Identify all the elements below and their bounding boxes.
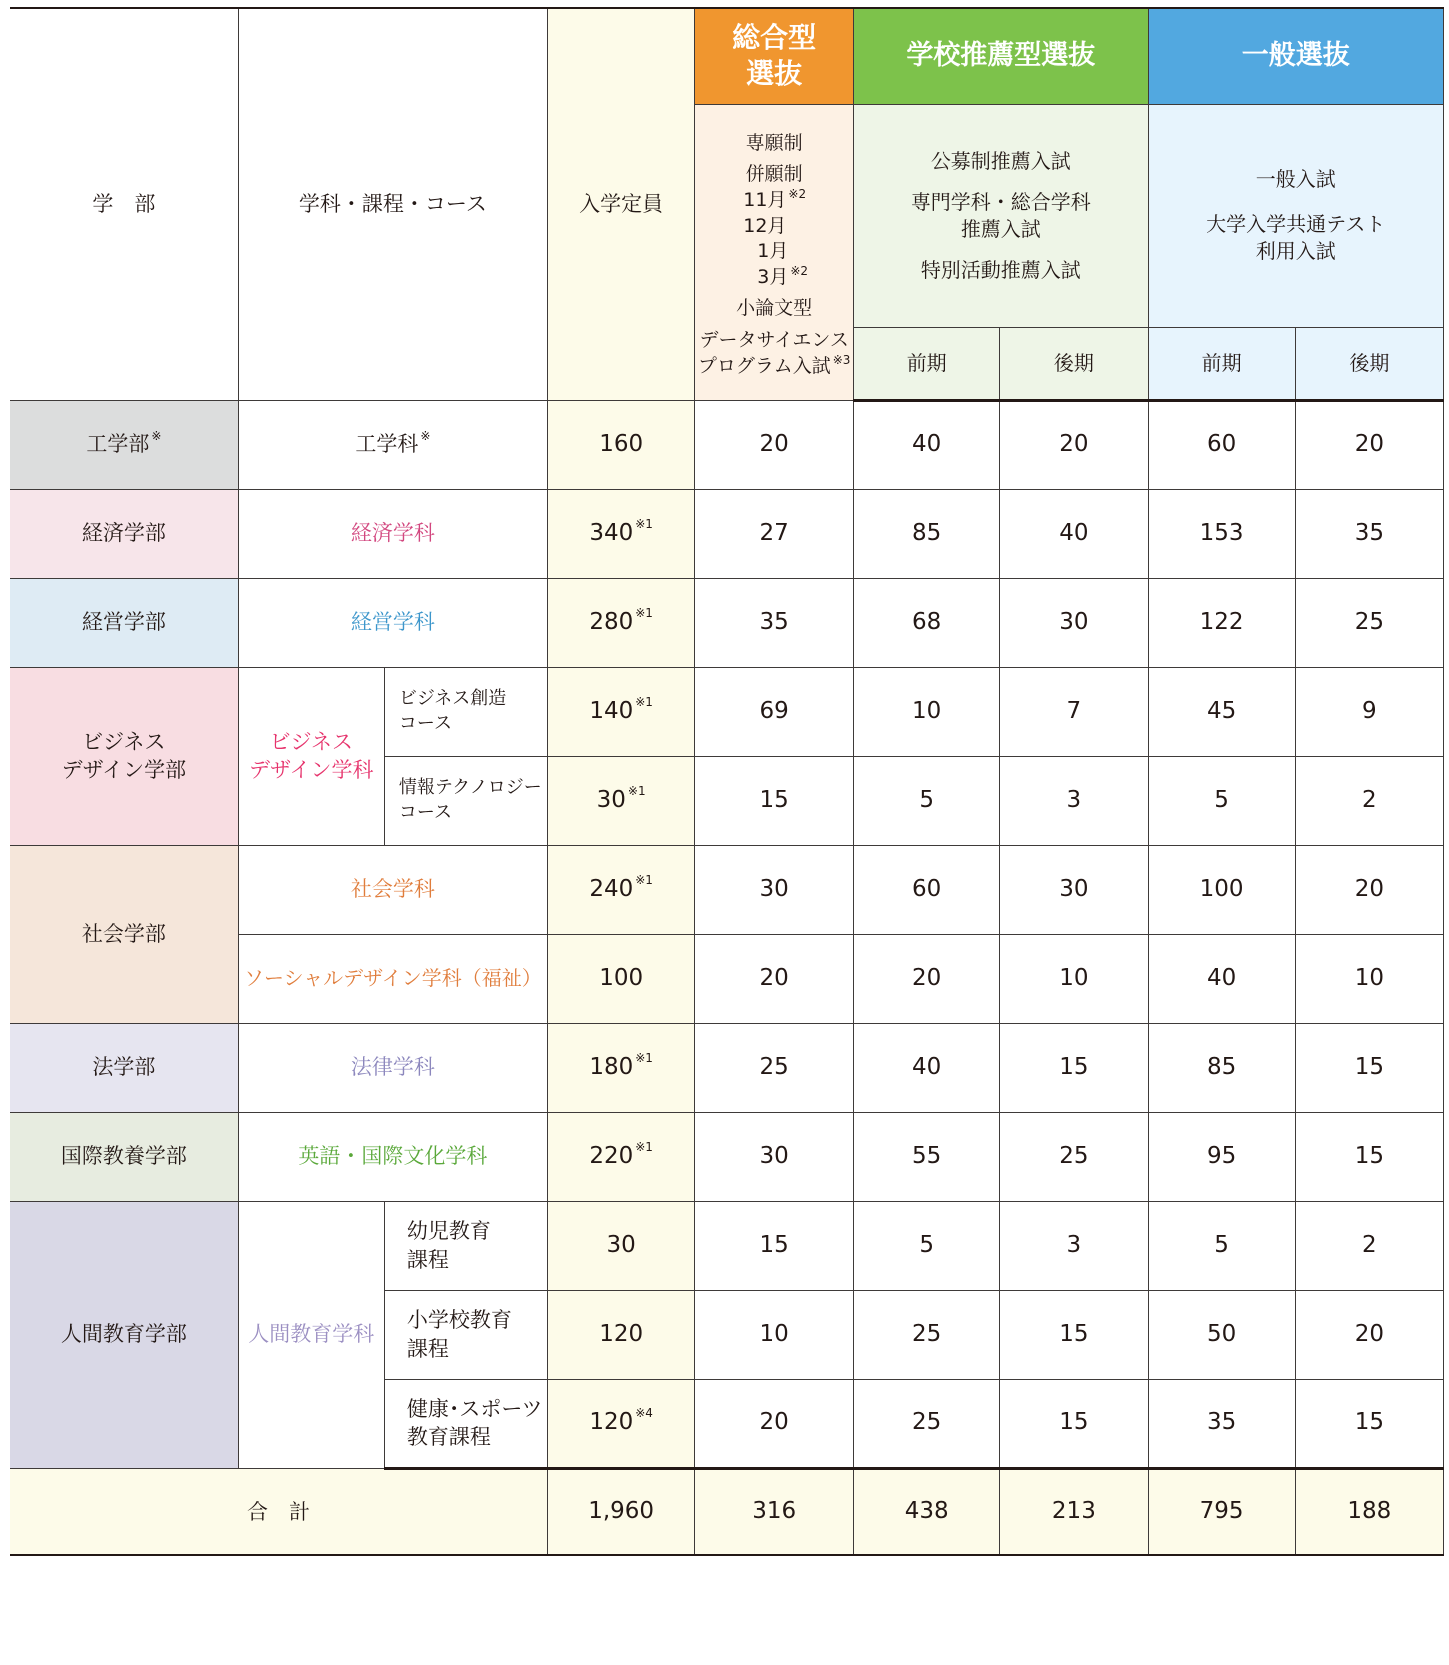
quota-value: 20 xyxy=(695,934,854,1023)
quota-value: 68 xyxy=(854,578,1000,667)
sub-course-name: ビジネス創造 コース xyxy=(384,667,547,756)
capacity-value: 100 xyxy=(548,934,695,1023)
school-late-header: 後期 xyxy=(1000,327,1148,400)
quota-value: 5 xyxy=(854,1201,1000,1290)
header-school-recommendation: 学校推薦型選抜 xyxy=(854,8,1148,104)
quota-value: 85 xyxy=(1148,1023,1295,1112)
quota-value: 35 xyxy=(1148,1379,1295,1468)
quota-value: 25 xyxy=(854,1290,1000,1379)
general-early-header: 前期 xyxy=(1148,327,1295,400)
quota-value: 122 xyxy=(1148,578,1295,667)
quota-value: 15 xyxy=(1295,1379,1443,1468)
total-value: 188 xyxy=(1295,1468,1443,1555)
department-name: 社会学部 xyxy=(10,845,238,1023)
quota-value: 15 xyxy=(1295,1023,1443,1112)
course-name: 経営学科 xyxy=(238,578,547,667)
table-row xyxy=(10,1201,1444,1290)
total-value: 795 xyxy=(1148,1468,1295,1555)
department-name: 人間教育学部 xyxy=(10,1201,238,1468)
header-general-selection: 一般選抜 xyxy=(1148,8,1444,104)
quota-value: 9 xyxy=(1295,667,1443,756)
course-name: 工学科 ※ xyxy=(238,400,547,489)
table-row xyxy=(10,1112,1444,1201)
course-name: 経済学科 xyxy=(238,489,547,578)
course-name: ソーシャルデザイン学科（福祉） xyxy=(238,934,547,1023)
quota-value: 85 xyxy=(854,489,1000,578)
quota-value: 20 xyxy=(1295,400,1443,489)
table-row xyxy=(10,400,1444,489)
capacity-value: 30 xyxy=(548,1201,695,1290)
general-exam-types: 一般入試 大学入学共通テスト 利用入試 xyxy=(1148,104,1444,327)
quota-value: 40 xyxy=(854,1023,1000,1112)
quota-value: 30 xyxy=(1000,845,1148,934)
capacity-value: 140 $^{※1}$ xyxy=(548,667,695,756)
quota-value: 35 xyxy=(695,578,854,667)
quota-value: 10 xyxy=(854,667,1000,756)
capacity-value: 180 $^{※1}$ xyxy=(548,1023,695,1112)
quota-value: 40 xyxy=(1000,489,1148,578)
capacity-value: 120 $^{※4}$ xyxy=(548,1379,695,1468)
header-course: 学科・課程・コース xyxy=(238,8,547,400)
quota-value: 35 xyxy=(1295,489,1443,578)
quota-value: 15 xyxy=(1000,1290,1148,1379)
total-value: 438 xyxy=(854,1468,1000,1555)
quota-value: 20 xyxy=(1295,845,1443,934)
table-row xyxy=(10,845,1444,934)
department-name: 国際教養学部 xyxy=(10,1112,238,1201)
table-row xyxy=(10,489,1444,578)
quota-value: 27 xyxy=(695,489,854,578)
capacity-value: 30 $^{※1}$ xyxy=(548,756,695,845)
sub-course-name: 幼児教育 課程 xyxy=(384,1201,547,1290)
quota-value: 10 xyxy=(1295,934,1443,1023)
quota-value: 50 xyxy=(1148,1290,1295,1379)
total-capacity: 1,960 xyxy=(548,1468,695,1555)
quota-value: 15 xyxy=(1000,1379,1148,1468)
header-department: 学 部 xyxy=(10,8,238,400)
course-name: ビジネス デザイン学科 xyxy=(238,667,384,845)
quota-value: 7 xyxy=(1000,667,1148,756)
quota-value: 15 xyxy=(1000,1023,1148,1112)
quota-value: 15 xyxy=(695,756,854,845)
quota-value: 40 xyxy=(1148,934,1295,1023)
quota-value: 95 xyxy=(1148,1112,1295,1201)
quota-value: 60 xyxy=(1148,400,1295,489)
table-row xyxy=(10,578,1444,667)
quota-value: 2 xyxy=(1295,756,1443,845)
capacity-value: 120 xyxy=(548,1290,695,1379)
capacity-value: 240 $^{※1}$ xyxy=(548,845,695,934)
school-exam-types: 公募制推薦入試 専門学科・総合学科 推薦入試 特別活動推薦入試 xyxy=(854,104,1148,327)
quota-value: 153 xyxy=(1148,489,1295,578)
department-name: 経済学部 xyxy=(10,489,238,578)
course-name: 法律学科 xyxy=(238,1023,547,1112)
total-value: 213 xyxy=(1000,1468,1148,1555)
quota-value: 3 xyxy=(1000,756,1148,845)
quota-value: 30 xyxy=(1000,578,1148,667)
quota-value: 10 xyxy=(1000,934,1148,1023)
quota-value: 30 xyxy=(695,1112,854,1201)
quota-value: 20 xyxy=(695,400,854,489)
capacity-value: 340 $^{※1}$ xyxy=(548,489,695,578)
total-label: 合 計 xyxy=(10,1468,548,1555)
quota-value: 2 xyxy=(1295,1201,1443,1290)
quota-value: 20 xyxy=(1295,1290,1443,1379)
quota-value: 25 xyxy=(695,1023,854,1112)
course-name: 英語・国際文化学科 xyxy=(238,1112,547,1201)
quota-value: 5 xyxy=(854,756,1000,845)
quota-value: 55 xyxy=(854,1112,1000,1201)
total-row xyxy=(10,1468,1444,1555)
department-name: ビジネス デザイン学部 xyxy=(10,667,238,845)
quota-value: 20 xyxy=(1000,400,1148,489)
sub-course-name: 小学校教育 課程 xyxy=(384,1290,547,1379)
admissions-quota-table xyxy=(10,7,1444,1556)
quota-value: 30 xyxy=(695,845,854,934)
capacity-value: 220 $^{※1}$ xyxy=(548,1112,695,1201)
quota-value: 15 xyxy=(1295,1112,1443,1201)
sogo-exam-types: 専願制 併願制 11月 $^{※2}$ 12月 1月 3月 $^{※2}$ 小論文型 データサイエンス プログラム入試 $^{※3}$ xyxy=(695,104,854,400)
quota-value: 45 xyxy=(1148,667,1295,756)
quota-value: 100 xyxy=(1148,845,1295,934)
table-row xyxy=(10,1023,1444,1112)
quota-value: 25 xyxy=(854,1379,1000,1468)
quota-value: 60 xyxy=(854,845,1000,934)
quota-value: 5 xyxy=(1148,756,1295,845)
quota-value: 3 xyxy=(1000,1201,1148,1290)
header-capacity: 入学定員 xyxy=(548,8,695,400)
course-name: 人間教育学科 xyxy=(238,1201,384,1468)
quota-value: 25 xyxy=(1000,1112,1148,1201)
quota-value: 40 xyxy=(854,400,1000,489)
department-name: 経営学部 xyxy=(10,578,238,667)
total-value: 316 xyxy=(695,1468,854,1555)
course-name: 社会学科 xyxy=(238,845,547,934)
department-name: 法学部 xyxy=(10,1023,238,1112)
quota-value: 5 xyxy=(1148,1201,1295,1290)
quota-value: 25 xyxy=(1295,578,1443,667)
header-sogo-selection: 総合型選抜 xyxy=(695,8,854,104)
quota-value: 10 xyxy=(695,1290,854,1379)
quota-value: 69 xyxy=(695,667,854,756)
capacity-value: 280 $^{※1}$ xyxy=(548,578,695,667)
quota-value: 20 xyxy=(695,1379,854,1468)
school-early-header: 前期 xyxy=(854,327,1000,400)
capacity-value: 160 xyxy=(548,400,695,489)
general-late-header: 後期 xyxy=(1295,327,1443,400)
quota-value: 15 xyxy=(695,1201,854,1290)
table-row xyxy=(10,667,1444,756)
sub-course-name: 健康･スポーツ 教育課程 xyxy=(384,1379,547,1468)
department-name: 工学部 ※ xyxy=(10,400,238,489)
quota-value: 20 xyxy=(854,934,1000,1023)
sub-course-name: 情報テクノロジー コース xyxy=(384,756,547,845)
